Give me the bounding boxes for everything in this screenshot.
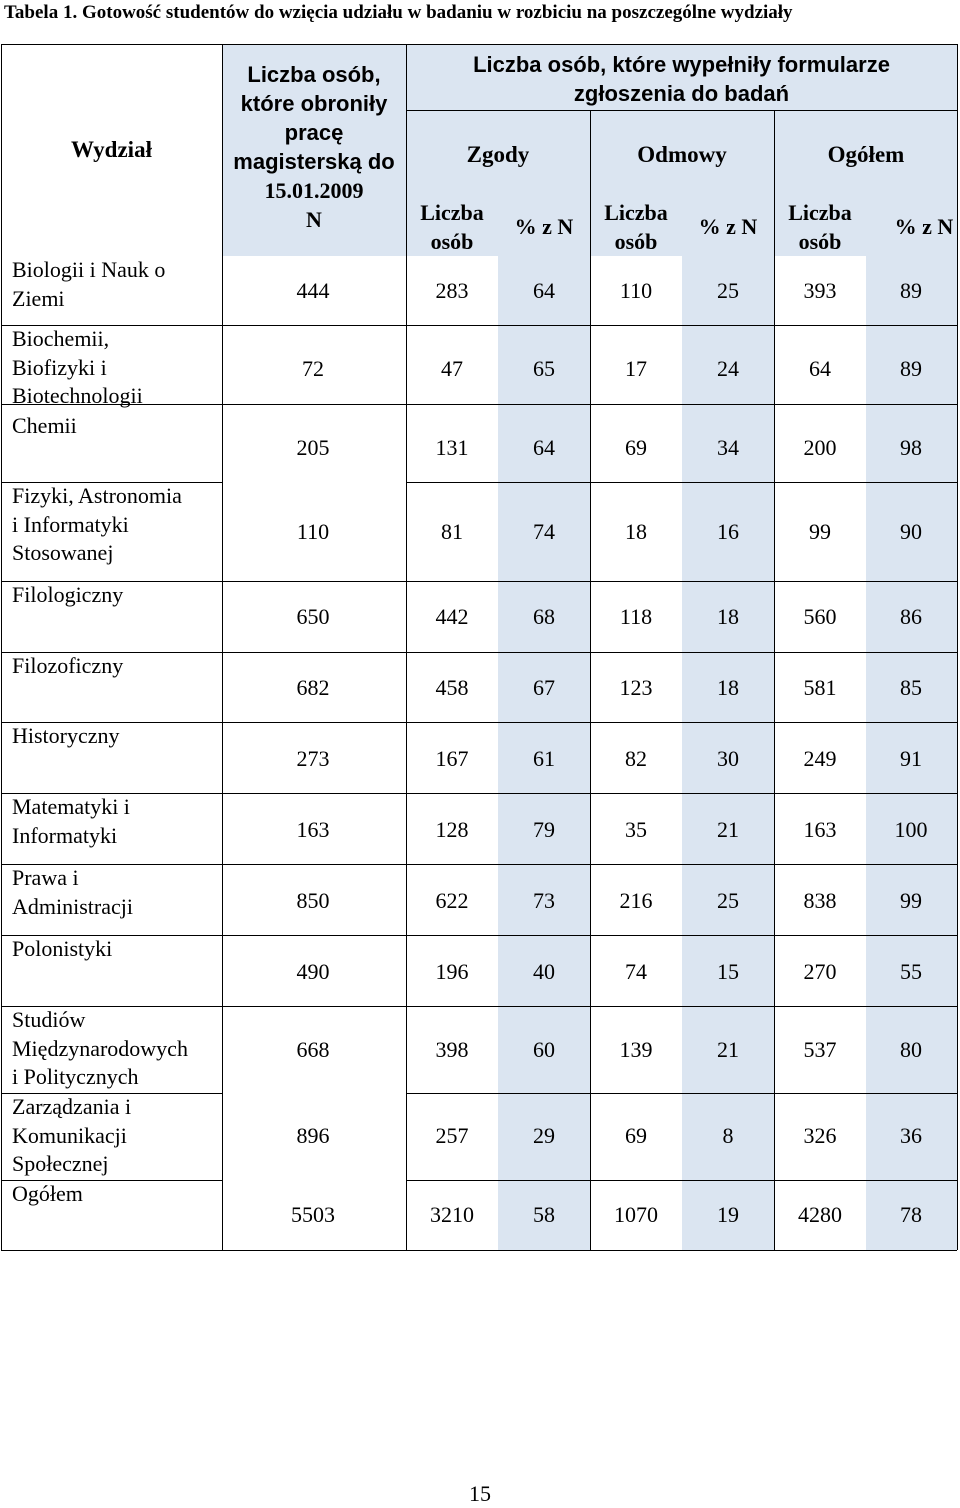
table-cell-value: 91	[900, 746, 922, 771]
table-cell-value: 90	[900, 519, 922, 544]
table-cell-value: 19	[717, 1202, 739, 1227]
table-cell-value: 69	[625, 435, 647, 460]
faculty-label	[12, 581, 217, 610]
header-pct-1: % z N	[514, 214, 574, 239]
table-cell-value: 78	[900, 1202, 922, 1227]
table-cell-value: 442	[435, 604, 469, 629]
table-cell-value: 89	[900, 356, 922, 381]
table-cell-value: 326	[803, 1123, 837, 1148]
table-cell-value: 64	[809, 356, 831, 381]
table-cell-value: 118	[619, 604, 653, 629]
faculty-label-line: Komunikacji	[12, 1122, 127, 1148]
faculty-label-line: Prawa i	[12, 865, 79, 890]
table-cell-value: 5503	[291, 1202, 335, 1227]
header-count-2: osób	[614, 229, 658, 254]
header-count-1: Liczba	[420, 200, 484, 225]
table-cell-value: 30	[717, 746, 739, 771]
header-count-3: osób	[798, 229, 842, 254]
table-cell-value: 82	[625, 746, 647, 771]
table-cell-value: 444	[296, 278, 330, 303]
table-cell-value: 249	[803, 746, 837, 771]
table-cell-value: 25	[717, 278, 739, 303]
table-cell-value: 200	[803, 435, 837, 460]
table-cell-value: 58	[533, 1202, 555, 1227]
table-cell-value: 74	[533, 519, 555, 544]
faculty-label	[12, 256, 217, 313]
col-divider-odmowy	[590, 110, 591, 1250]
faculty-label-line: Biochemii,	[12, 326, 110, 351]
header-defended-line: 15.01.2009	[264, 178, 364, 203]
table-cell-value: 110	[619, 278, 653, 303]
table-cell-value: 622	[435, 888, 469, 913]
table-cell-value: 196	[435, 959, 469, 984]
faculty-label-line: Administracji	[12, 893, 133, 919]
header-defended-line: N	[306, 207, 322, 232]
header-pct-2: % z N	[698, 214, 758, 239]
table-cell-value: 490	[296, 959, 330, 984]
col-divider-ogolem	[774, 110, 775, 1250]
table-cell-value: 15	[717, 959, 739, 984]
faculty-label-line: Ziemi	[12, 285, 65, 311]
table-cell-value: 205	[296, 435, 330, 460]
faculty-label	[12, 793, 217, 850]
table-cell-value: 74	[625, 959, 647, 984]
header-group-1: Zgody	[466, 142, 530, 167]
row-line-right-6	[406, 793, 957, 794]
table-cell-value: 18	[625, 519, 647, 544]
row-line-right-9	[406, 1006, 957, 1007]
faculty-label	[12, 1180, 217, 1209]
table-cell-value: 668	[296, 1037, 330, 1062]
header-group-3: Ogółem	[827, 142, 905, 167]
header-defended-line: Liczba osób,	[247, 62, 381, 87]
faculty-label-line: Filologiczny	[12, 582, 124, 607]
row-line-right-7	[406, 864, 957, 865]
table-cell-value: 24	[717, 356, 739, 381]
table-cell-value: 21	[717, 1037, 739, 1062]
table-cell-value: 270	[803, 959, 837, 984]
table-cell-value: 398	[435, 1037, 469, 1062]
table-cell-value: 128	[435, 817, 469, 842]
row-line-right-0	[406, 325, 957, 326]
faculty-label-line: Ogółem	[12, 1181, 83, 1206]
border-bottom	[1, 1250, 957, 1251]
faculty-label-line: Matematyki i	[12, 794, 130, 819]
table-cell-value: 163	[803, 817, 837, 842]
table-cell-value: 4280	[798, 1202, 842, 1227]
header-pct-3: % z N	[894, 214, 954, 239]
table-cell-value: 68	[533, 604, 555, 629]
table-cell-value: 110	[296, 519, 330, 544]
border-top	[1, 44, 957, 45]
faculty-label	[12, 864, 217, 921]
table-cell-value: 89	[900, 278, 922, 303]
table-cell-value: 25	[717, 888, 739, 913]
faculty-label	[12, 935, 217, 964]
border-left	[1, 44, 2, 1250]
table-cell-value: 40	[533, 959, 555, 984]
table-cell-value: 21	[717, 817, 739, 842]
faculty-label-line: Filozoficzny	[12, 653, 124, 678]
table-cell-value: 60	[533, 1037, 555, 1062]
faculty-label-line: Zarządzania i	[12, 1094, 132, 1119]
faculty-label	[12, 1093, 217, 1179]
table-cell-value: 64	[533, 435, 555, 460]
header-divider-filled	[406, 110, 957, 111]
faculty-label-line: Biologii i Nauk o	[12, 257, 166, 282]
table-caption: Tabela 1. Gotowość studentów do wzięcia udziału w badaniu w rozbiciu na poszczególne wydziały	[4, 2, 793, 23]
table-cell-value: 18	[717, 675, 739, 700]
header-defended-line: które obroniły	[240, 91, 388, 116]
table-cell-value: 69	[625, 1123, 647, 1148]
row-line-right-11	[406, 1180, 957, 1181]
table-cell-value: 850	[296, 888, 330, 913]
table-cell-value: 650	[296, 604, 330, 629]
table-cell-value: 283	[435, 278, 469, 303]
table-cell-value: 167	[435, 746, 469, 771]
table-cell-value: 99	[900, 888, 922, 913]
faculty-label	[12, 722, 217, 751]
table-cell-value: 73	[533, 888, 555, 913]
row-line-right-4	[406, 652, 957, 653]
header-filled-line: Liczba osób, które wypełniły formularze	[473, 52, 890, 77]
table-cell-value: 16	[717, 519, 739, 544]
table-cell-value: 139	[619, 1037, 653, 1062]
header-filled-line: zgłoszenia do badań	[573, 81, 790, 106]
row-line-right-8	[406, 935, 957, 936]
table-cell-value: 163	[296, 817, 330, 842]
table-cell-value: 18	[717, 604, 739, 629]
table-cell-value: 560	[803, 604, 837, 629]
faculty-label-line: Międzynarodowych	[12, 1035, 188, 1061]
table-cell-value: 29	[533, 1123, 555, 1148]
table-cell-value: 35	[625, 817, 647, 842]
row-line-right-2	[406, 482, 957, 483]
table-cell-value: 86	[900, 604, 922, 629]
faculty-label-line: i Informatyki	[12, 511, 129, 537]
table-cell-value: 99	[809, 519, 831, 544]
table-cell-value: 123	[619, 675, 653, 700]
table-cell-value: 216	[619, 888, 653, 913]
faculty-label	[12, 325, 217, 411]
table-cell-value: 61	[533, 746, 555, 771]
faculty-label	[12, 1006, 217, 1092]
table-cell-value: 682	[296, 675, 330, 700]
row-line-right-3	[406, 581, 957, 582]
table-cell-value: 79	[533, 817, 555, 842]
faculty-label-line: Informatyki	[12, 822, 118, 848]
table-cell-value: 67	[533, 675, 555, 700]
page-number: 15	[469, 1481, 491, 1506]
table-cell-value: 458	[435, 675, 469, 700]
row-line-right-1	[406, 404, 957, 405]
table-cell-value: 85	[900, 675, 922, 700]
header-defended-line: pracę	[284, 120, 344, 145]
header-defended-line: magisterską do	[233, 149, 395, 174]
table-cell-value: 98	[900, 435, 922, 460]
row-line-right-10	[406, 1093, 957, 1094]
faculty-label-line: Chemii	[12, 413, 77, 438]
table-cell-value: 8	[722, 1123, 734, 1148]
table-cell-value: 3210	[430, 1202, 474, 1227]
table-cell-value: 55	[900, 959, 922, 984]
table-cell-value: 80	[900, 1037, 922, 1062]
table-cell-value: 537	[803, 1037, 837, 1062]
faculty-label-line: Biotechnologii	[12, 383, 143, 408]
row-line-right-5	[406, 722, 957, 723]
table-cell-value: 896	[296, 1123, 330, 1148]
table-cell-value: 581	[803, 675, 837, 700]
table-cell-value: 81	[441, 519, 463, 544]
faculty-label	[12, 652, 217, 681]
header-count-3: Liczba	[788, 200, 852, 225]
table-cell-value: 131	[435, 435, 469, 460]
header-wydzial: Wydział	[71, 137, 152, 162]
table-cell-value: 838	[803, 888, 837, 913]
faculty-label-line: i Politycznych	[12, 1064, 139, 1089]
table-cell-value: 257	[435, 1123, 469, 1148]
table-cell-value: 273	[296, 746, 330, 771]
table-cell-value: 17	[625, 356, 647, 381]
faculty-label-line: Biofizyki i	[12, 354, 107, 380]
faculty-label	[12, 412, 217, 441]
table-cell-value: 65	[533, 356, 555, 381]
header-count-1: osób	[430, 229, 474, 254]
table-cell-value: 72	[302, 356, 324, 381]
table-cell-value: 47	[441, 356, 463, 381]
header-count-2: Liczba	[604, 200, 668, 225]
faculty-label-line: Społecznej	[12, 1151, 109, 1176]
faculty-label	[12, 482, 217, 568]
table-cell-value: 34	[717, 435, 739, 460]
table-cell-value: 36	[900, 1123, 922, 1148]
faculty-label-line: Fizyki, Astronomia	[12, 483, 182, 508]
table-cell-value: 100	[894, 817, 928, 842]
faculty-label-line: Stosowanej	[12, 540, 114, 565]
faculty-label-line: Studiów	[12, 1007, 86, 1032]
faculty-label-line: Polonistyki	[12, 936, 113, 961]
table-cell-value: 64	[533, 278, 555, 303]
table-cell-value: 1070	[614, 1202, 658, 1227]
header-group-2: Odmowy	[637, 142, 727, 167]
table-cell-value: 393	[803, 278, 837, 303]
faculty-label-line: Historyczny	[12, 723, 120, 748]
